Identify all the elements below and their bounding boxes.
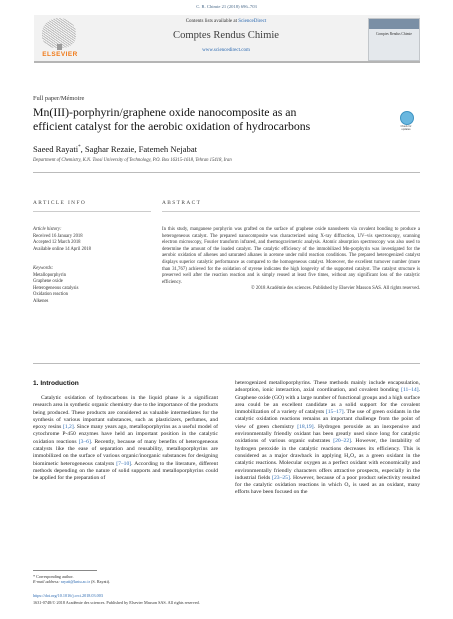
intro-left-column: Catalytic oxidation of hydrocarbons in the liquid phase is a significant research area in synthetic organic chemistry due to the importance of the products being produced. These products are considered as valuable intermediates for the synthesis of various important substances, such as plasticizers, perfumes, and epoxy resins [1,2]. Since many years ago, metalloporphyrins as a useful model of cytochrome P-450 enzymes have held an important position in the catalytic oxidation reactions [3–6]. Recently, because of many benefits of heterogeneous catalysts like the ease of separation and reusability, metalloporphyrins are immobilized on the surface of various organic/inorganic substances for designing biomimetic heterogeneous catalysts [7–10]. According to the literature, different methods depending on the nature of solid supports and metalloporphyrins could be applied for the preparation of [33,395,219,482]
keyword[interactable]: Alkenes [33,298,49,304]
journal-citation: C. R. Chimie 21 (2018) 696–703 [196,4,257,9]
citation-link[interactable]: [7–10] [116,460,132,467]
contents-prefix: Contents lists available at [185,19,237,24]
title-line-1: Mn(III)-porphyrin/graphene oxide nanocomposite as an [33,105,297,119]
footnote-divider [33,570,97,571]
journal-url-link[interactable]: www.sciencedirect.com [202,48,250,53]
email-link[interactable]: rayati@kntu.ac.ir [60,579,90,585]
doi-link[interactable]: https://doi.org/10.1016/j.crci.2018.03.003 [33,593,103,598]
keyword[interactable]: Heterogeneous catalysis [33,285,79,291]
article-title [33,106,363,133]
divider [33,211,151,212]
abstract-text: In this study, manganese porphyrin was grafted on the surface of graphene oxide nanosheets via covalent bonding to produce a heterogeneous catalyst. The prepared nanocomposite was characterized using X-ray diffraction, UV–vis spectroscopy, scanning electron microscopy, Fourier transform infrared, and thermogravimetric analysis. Atomic absorption spectroscopy was also used to determine the amount of the loaded catalyst. The catalytic efficiency of the immobilized Mn-porphyrin was investigated for the aerobic oxidation of alkenes and saturated alkanes in acetone under mild reaction conditions. The prepared heterogenized catalyst displays superior catalytic performance as compared to the homogeneous catalyst. Moreover, the excellent turnover number (more than 31,767) achieved for the oxidation of styrene indicates the high longevity of the supported catalyst. The catalyst structure is preserved well after the reaction reaction and is simply reused at least five times, without any significant loss of the catalytic efficiency. [162,227,420,285]
article-type: Full paper/Mémoire [33,95,85,102]
keywords [33,266,151,306]
author-list [33,144,197,154]
article-info-heading: ARTICLE INFO [33,200,87,206]
article-history [33,227,151,253]
title-line-2: efficient catalyst for the aerobic oxidation of hydrocarbons [33,118,311,133]
check-for-updates-icon [400,111,414,125]
abstract-heading: ABSTRACT [162,200,202,206]
publisher-logo-text: ELSEVIER [42,51,78,58]
keyword[interactable]: Graphene oxide [33,279,63,285]
intro-right-column: heterogenized metalloporphyrins. These methods mainly include encapsulation, adsorption, ionic interaction, axial coordination, and covalent bonding [11–14]. Graphene oxide (GO) with a large number of functional groups and a high surface area could be an excellent candidate as a solid support for the covalent immobilization of a variety of catalysts [15–17]. The use of green oxidants in the catalytic oxidation reactions remains an important challenge from the point of view of green chemistry [18,19]. Hydrogen peroxide as an inexpensive and environmentally friendly oxidant has been greatly used since long for catalytic oxidations of various organic substrates [20–22]. However, the instability of hydrogen peroxide in the catalytic reactions decreases its efficiency. This is considered as a major drawback in applying H₂O₂ as a green oxidant in the catalytic reactions. Molecular oxygen as a perfect oxidant with economically and environmentally friendly characters offers attractive prospects, especially in the industrial fields [23–25]. However, because of a poor product selectivity resulted for the catalytic oxidation reactions in which O₂ is used as an oxidant, many efforts have been focused on the [235,380,420,496]
keyword[interactable]: Metalloporphyrin [33,272,67,278]
history-online: Available online 14 April 2018 [33,246,91,252]
keyword[interactable]: Oxidation reaction [33,292,69,298]
cover-band [369,19,419,29]
citation-link[interactable]: [15–17] [325,409,344,416]
email-line [33,579,233,584]
cover-title: Comptes Rendus Chimie [376,32,412,36]
email-label: E-mail address: [33,579,60,585]
author-link[interactable]: Saeed Rayati [33,144,79,154]
contents-available [90,19,362,24]
check-for-updates-button[interactable] [395,111,417,133]
affiliation: Department of Chemistry, K.N. Toosi University of Technology, P.O. Box 16315-1618, Tehran 15418, Iran [33,158,232,163]
citation-link[interactable]: [23–25] [272,474,290,481]
sciencedirect-link[interactable]: ScienceDirect [238,19,267,24]
corresponding-mark[interactable]: * [78,145,81,151]
elsevier-tree-trunk [57,44,62,50]
history-accepted: Accepted 12 March 2018 [33,240,81,246]
citation-link[interactable]: [3–6] [78,438,91,445]
section-heading: 1. Introduction [33,380,79,387]
abstract-body [162,227,420,293]
footnote [33,574,233,584]
citation-link[interactable]: [11–14] [401,387,419,394]
corresponding-author: * Corresponding author. [33,574,74,579]
keywords-label: Keywords: [33,266,54,271]
publisher-logo[interactable] [36,18,84,60]
citation-link[interactable]: [18,19] [297,423,314,430]
citation-link[interactable]: [1,2] [63,424,74,431]
co-authors: , Saghar Rezaie, Fatemeh Nejabat [80,144,198,154]
journal-name: Comptes Rendus Chimie [173,30,279,41]
journal-cover-icon[interactable] [368,18,420,61]
email-owner: (S. Rayati). [91,579,111,585]
check-for-updates-label: Check for updates [400,125,412,132]
abstract-copyright: © 2018 Académie des sciences. Published by Elsevier Masson SAS. All rights reserved. [251,286,420,292]
issn-line: 1631-0748/© 2018 Académie des sciences. Published by Elsevier Masson SAS. All rights reserved. [33,600,200,605]
citation-link[interactable]: [20–22] [333,438,351,445]
divider [162,211,420,212]
divider [33,363,420,364]
history-label: Article history: [33,227,62,232]
divider [33,172,420,173]
history-received: Received 16 January 2018 [33,233,83,239]
